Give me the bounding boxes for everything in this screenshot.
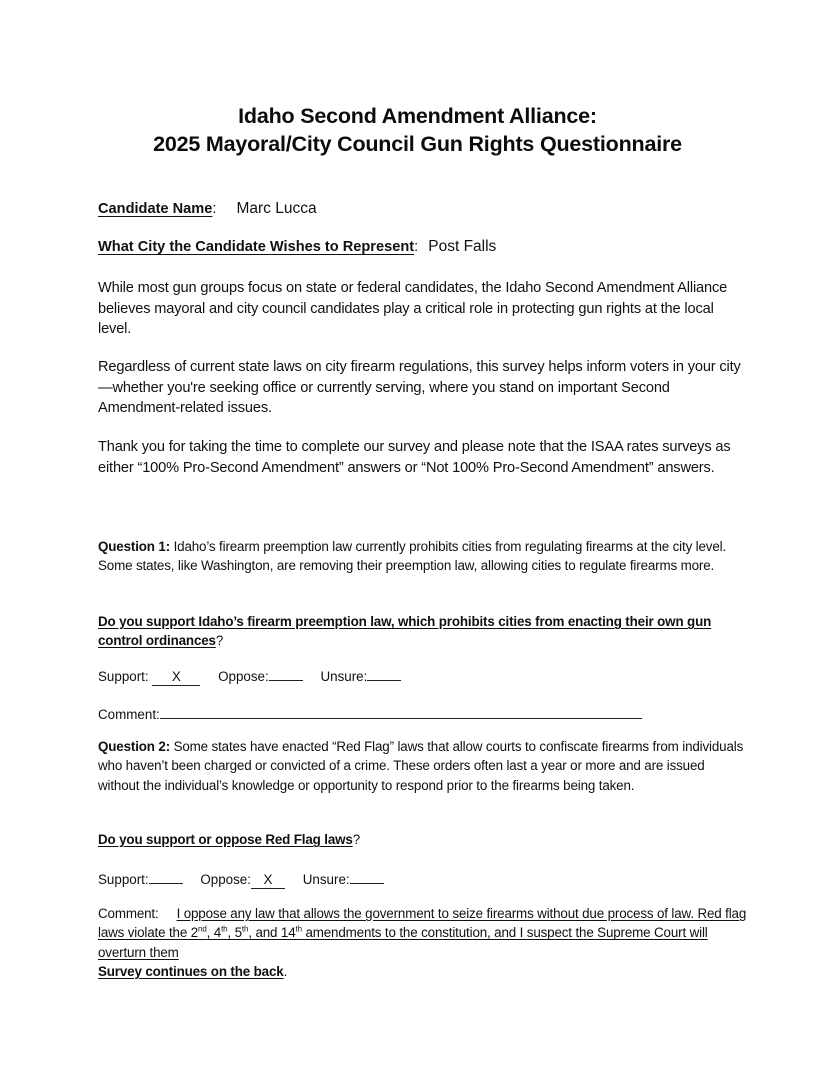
candidate-city-value[interactable]: Post Falls — [428, 238, 497, 255]
question-2-answer-row — [98, 868, 748, 890]
q2-support-label: Support: — [98, 872, 149, 887]
question-1-label: Question 1 — [98, 539, 166, 554]
question-1-description: Question 1: Idaho’s firearm preemption law currently prohibits cities from regulating firearms at the city level. Some states, like Washington, are removing their preemption law, allowing cities to regulate firearms more. — [98, 539, 727, 574]
candidate-city-label: What City the Candidate Wishes to Represent — [98, 239, 415, 255]
candidate-name-row: Candidate Name: Marc Lucca — [98, 200, 317, 217]
question-2-prompt: Do you support or oppose Red Flag laws — [98, 832, 353, 847]
candidate-name-label: Candidate Name — [98, 201, 213, 217]
q1-comment-label: Comment: — [98, 707, 160, 722]
candidate-city-row: What City the Candidate Wishes to Represent: Post Falls — [98, 238, 497, 255]
intro-paragraph-3: Thank you for taking the time to complete our survey and please note that the ISAA rates surveys as either “100% Pro-Second Amendment” answers or “Not 100% Pro-Second Amendment” answers. — [98, 439, 731, 476]
question-1-text: Idaho’s firearm preemption law currently prohibits cities from regulating firearms at the city level. Some states, like Washington, are removing their preemption law, allowing cities to regulate firearms more. — [98, 539, 727, 574]
q2-comment-label: Comment: — [98, 906, 159, 921]
document-title-line1: Idaho Second Amendment Alliance: — [238, 104, 597, 128]
question-1-comment-row — [98, 703, 748, 725]
survey-continues-note: Survey continues on the back — [98, 963, 284, 979]
q2-support-field[interactable] — [149, 868, 183, 884]
q1-comment-field[interactable] — [160, 703, 642, 719]
q1-oppose-label: Oppose: — [218, 669, 269, 684]
question-2-description: Question 2: Some states have enacted “Red Flag” laws that allow courts to confiscate firearms from individuals who haven’t been charged or convicted of a crime. These orders often last a year or more and are issued without the individual’s knowledge or opportunity to respond prior to the firearms being taken. — [98, 739, 744, 793]
q2-unsure-label: Unsure: — [302, 872, 350, 887]
candidate-name-value[interactable]: Marc Lucca — [236, 200, 317, 217]
q1-unsure-label: Unsure: — [320, 669, 368, 684]
q2-comment-field[interactable]: I oppose any law that allows the government to seize firearms without due process of law. Red flag laws violate the 2nd, 4th, 5th, and 14th amendments to the constitution, and I suspect the Supreme Court will overturn them — [98, 906, 747, 960]
question-2-prompt-row: Do you support or oppose Red Flag laws? — [98, 832, 361, 847]
q1-oppose-field[interactable] — [269, 665, 303, 681]
document-title-line2: 2025 Mayoral/City Council Gun Rights Questionnaire — [153, 132, 682, 156]
q2-oppose-field[interactable]: X — [251, 873, 285, 889]
intro-paragraph-1: While most gun groups focus on state or federal candidates, the Idaho Second Amendment Alliance believes mayoral and city council candidates play a critical role in protecting gun rights at the local level. — [98, 280, 728, 337]
question-1-answer-row — [98, 665, 748, 687]
question-2-text: Some states have enacted “Red Flag” laws that allow courts to confiscate firearms from individuals who haven’t been charged or convicted of a crime. These orders often last a year or more and are issued without the individual’s knowledge or opportunity to respond prior to the firearms being taken. — [98, 739, 744, 793]
q2-oppose-label: Oppose: — [200, 872, 251, 887]
question-2-label: Question 2 — [98, 739, 166, 754]
intro-paragraph-2: Regardless of current state laws on city firearm regulations, this survey helps inform voters in your city—whether you're seeking office or currently serving, where you stand on important Second Amendment-related issues. — [98, 359, 741, 416]
question-1-prompt: Do you support Idaho’s firearm preemption law, which prohibits cities from enacting their own gun control ordinances — [98, 614, 712, 649]
q1-support-label: Support: — [98, 669, 149, 684]
question-2-comment-row: Comment: I oppose any law that allows the government to seize firearms without due process of law. Red flag laws violate the 2nd, 4th, 5th, and 14th amendments to the constitution, and I suspect the Supreme Court will overturn them Survey continues on the back. — [98, 906, 747, 979]
q1-support-field[interactable]: X — [152, 670, 200, 686]
q1-unsure-field[interactable] — [367, 665, 401, 681]
question-1-prompt-row: Do you support Idaho’s firearm preemption law, which prohibits cities from enacting their own gun control ordinances? — [98, 614, 712, 649]
q2-unsure-field[interactable] — [350, 868, 384, 884]
